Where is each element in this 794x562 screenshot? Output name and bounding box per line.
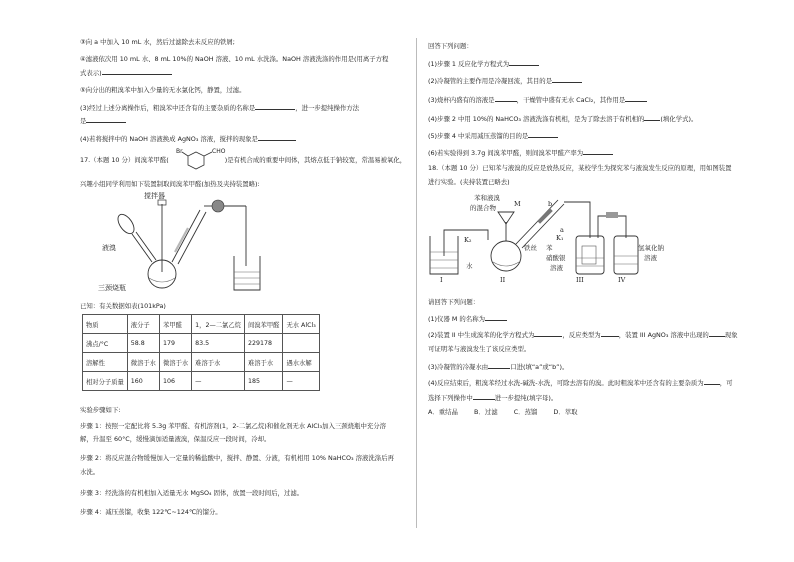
answer-blank[interactable] (255, 103, 295, 110)
q16-line: ④滤液依次用 10 mL 水、8 mL 10%的 NaOH 溶液、10 mL 水洗涤。NaOH 溶液洗涤的作用是(用离子方程 (80, 55, 389, 63)
table-cell: 微溶于水 (159, 353, 191, 372)
table-cell: 229178 (244, 334, 282, 353)
table-cell: 物质 (83, 315, 128, 334)
answer-blank[interactable] (528, 131, 558, 138)
table-cell: 难溶于水 (192, 353, 245, 372)
answer-blank[interactable] (485, 314, 507, 321)
table-cell: 沸点/°C (83, 334, 128, 353)
q16-line: 是 (80, 116, 126, 125)
steps-title: 实验步骤如下: (80, 406, 121, 414)
answer-blank[interactable] (704, 378, 720, 385)
q16-line: 式表示) (80, 68, 172, 77)
table-cell: 相对分子质量 (83, 372, 128, 391)
q18-question: (3)冷凝管的冷凝水由 口进(填“a”或“b”)。 (428, 363, 569, 371)
q18-question: (1)仪器 M 的名称为 (428, 314, 507, 323)
q17-intro: 17.（本题 10 分）间溴苯甲醛( )是有机合成的重要中间体，其熔点低于钠较宽，常温易被氧化， (80, 156, 407, 164)
three-neck-flask-label: 三颈烧瓶 (98, 284, 126, 292)
q17-intro: 兴趣小组同学利用如下装置制取间溴苯甲醛(加热及夹持装置略): (80, 180, 260, 188)
port-b-label: b (548, 200, 553, 208)
q16-line: ⑤向分出的粗溴苯中加入少量的无水氯化钙，静置，过滤。 (80, 86, 246, 94)
answer-blank[interactable] (709, 330, 725, 337)
table-cell: 179 (159, 334, 191, 353)
br-label: Br (176, 148, 183, 155)
table-cell: 遇水水解 (283, 353, 319, 372)
bromobenzaldehyde-structure (174, 146, 236, 172)
answer-blank[interactable] (473, 393, 495, 400)
k2-label: K₂ (464, 236, 472, 244)
step-line: 步骤 2：将反应混合物缓慢加入一定量的稀盐酸中，搅拌、静置、分液，有机相用 10% NaHCO₃ 溶液洗涤后再 (80, 454, 394, 462)
known-label: 已知：有关数据如表(101kPa) (80, 302, 166, 310)
table-cell: 微溶于水 (127, 353, 159, 372)
table-cell: 160 (127, 372, 159, 391)
q17-answer-line: (1)步骤 1 反应化学方程式为 (428, 59, 539, 68)
stirrer-label: 搅拌器 (144, 192, 165, 200)
q18-intro: 18.（本题 10 分）已知苯与液溴的反应是放热反应，某校学生为探究苯与液溴发生反应的原理，用如图装置 (428, 164, 732, 172)
answer-blank[interactable] (102, 68, 172, 75)
answer-blank[interactable] (552, 76, 582, 83)
q18-question: (2)装置 II 中生成溴苯的化学方程式为 ，反应类型为 ，装置 III AgNO₃ 溶液中出现的 现象 (428, 331, 738, 339)
q17-answer-line: (2)冷凝管的主要作用是冷凝回流，其目的是 (428, 76, 582, 85)
device-ii-label: II (500, 276, 506, 284)
answer-blank[interactable] (509, 59, 539, 66)
q18-question: (4)反应结束后，粗溴苯经过水洗-碱洗-水洗，可除去溶有的溴。此时粗溴苯中还含有的主要杂质为 ，可 (428, 379, 733, 387)
device-iv-label: IV (618, 276, 626, 284)
naoh-label: 氢氧化钠 (638, 244, 664, 252)
silver-nitrate-label: 硝酸银 (546, 254, 566, 262)
option-c[interactable]: C．蒸馏 (513, 408, 538, 416)
table-row (83, 315, 320, 334)
table-cell: — (283, 372, 319, 391)
q18-question: 请回答下列问题： (428, 298, 480, 306)
step-line: 步骤 3：经洗涤的有机相加入适量无水 MgSO₄ 固体，放置一段时间后，过滤。 (80, 489, 304, 497)
q17-answer-line: 回答下列问题： (428, 42, 473, 50)
answer-options (428, 408, 578, 416)
port-a-label: a (560, 226, 564, 234)
solution-label: 溶液 (550, 264, 563, 272)
table-cell: 溶解性 (83, 353, 128, 372)
table-cell: 106 (159, 372, 191, 391)
table-row (83, 372, 320, 391)
table-cell: 苯甲醛 (159, 315, 191, 334)
answer-blank[interactable] (625, 95, 647, 102)
q17-answer-line: (6)若实验得到 3.7g 间溴苯甲醛，则间溴苯甲醛产率为 (428, 148, 613, 157)
table-cell: — (192, 372, 245, 391)
step-line: 步骤 1：按照一定配比将 5.3g 苯甲醛、有机溶剂(1，2-二氯乙烷)和催化剂无水 AlCl₃加入三颈烧瓶中充分溶 (80, 422, 387, 430)
device-iii-label: III (576, 276, 584, 284)
answer-blank[interactable] (258, 134, 296, 141)
option-b[interactable]: B．过滤 (474, 408, 498, 416)
table-cell: 58.8 (127, 334, 159, 353)
step-line: 水洗。 (80, 468, 100, 476)
q18-intro: 进行实验。(夹持装置已略去) (428, 178, 510, 186)
q17-answer-line: (5)步骤 4 中采用减压蒸馏的目的是 (428, 131, 558, 140)
option-d[interactable]: D．萃取 (553, 408, 578, 416)
iron-wire-label: 铁丝 (524, 244, 537, 252)
step-line: 步骤 4：减压蒸馏，收集 122℃~124℃的馏分。 (80, 508, 222, 516)
table-cell (283, 334, 319, 353)
answer-blank[interactable] (534, 330, 562, 337)
table-cell: 难溶于水 (244, 353, 282, 372)
mixture-label: 的混合物 (470, 204, 496, 212)
q16-line: (3)经过上述分离操作后，粗溴苯中还含有的主要杂质的名称是 ，进一步提纯操作方法 (80, 104, 360, 112)
answer-blank[interactable] (601, 330, 619, 337)
mixture-label: 苯和液溴 (474, 194, 500, 202)
q18-question: 选择下列操作中 进一步提纯(填字母)。 (428, 394, 558, 402)
naoh-solution-label: 溶液 (644, 254, 657, 262)
apparatus-figure-2 (426, 186, 756, 286)
apparatus-figure-1 (96, 190, 276, 298)
k1-label: K₁ (556, 234, 564, 242)
option-a[interactable]: A．重结晶 (428, 408, 458, 416)
table-row (83, 334, 320, 353)
properties-table (82, 314, 320, 391)
answer-blank[interactable] (495, 95, 517, 102)
answer-blank[interactable] (583, 148, 613, 155)
answer-blank[interactable] (644, 114, 660, 121)
q17-answer-line: (3)烧杯内盛有的溶液是 ，干燥管中盛有无水 CaCl₂，其作用是 (428, 95, 647, 104)
cho-label: CHO (212, 148, 226, 155)
water-label: 水 (466, 262, 473, 270)
q16-line: (4)若将搅拌中的 NaOH 溶液换成 AgNO₃ 溶液，搅拌的现象是 (80, 134, 296, 143)
funnel-m-label: M (514, 200, 521, 208)
answer-blank[interactable] (86, 116, 126, 123)
table-cell: 83.5 (192, 334, 245, 353)
table-cell: 185 (244, 372, 282, 391)
q16-line: ③向 a 中加入 10 mL 水，然后过滤除去未反应的铁屑; (80, 38, 235, 46)
table-cell: 无水 AlCl₃ (283, 315, 319, 334)
table-row (83, 353, 320, 372)
table-cell: 1，2—二氯乙烷 (192, 315, 245, 334)
column-divider (416, 38, 417, 528)
table-cell: 间溴苯甲醛 (244, 315, 282, 334)
liquid-bromine-label: 液溴 (102, 244, 116, 252)
step-line: 解，升温至 60°C，缓慢滴加适量液溴，保温反应一段时间，冷却。 (80, 435, 271, 443)
q17-answer-line: (4)步骤 2 中用 10%的 NaHCO₃ 溶液洗涤有机相，是为了除去溶于有机相的 (填化学式)。 (428, 115, 698, 123)
q18-question: 可证明苯与液溴发生了该反应类型。 (428, 345, 531, 353)
table-cell: 液分子 (127, 315, 159, 334)
device-i-label: I (440, 276, 443, 284)
answer-blank[interactable] (488, 362, 510, 369)
benzene-label: 苯 (546, 244, 553, 252)
